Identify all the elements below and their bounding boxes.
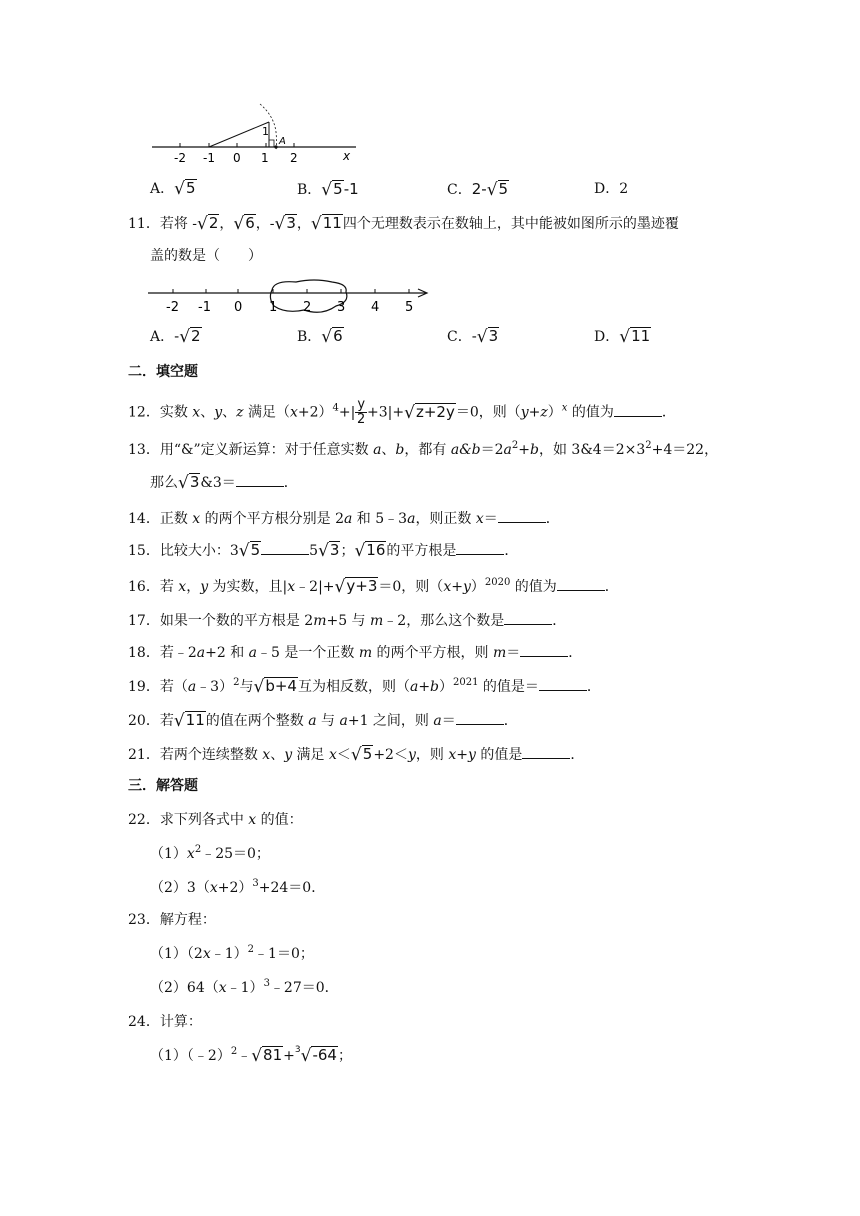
q13-line-2: 那么√3&3＝ ． xyxy=(150,473,298,493)
sqrt-symbol: √11 xyxy=(619,327,651,347)
answer-blank[interactable] xyxy=(504,610,552,625)
q21: 21．若两个连续整数 x、y 满足 x＜√5+2＜y，则 x+y 的值是 ． xyxy=(128,745,585,765)
fig11-tick-neg1: -1 xyxy=(198,300,211,315)
fig11-tick-1: 1 xyxy=(269,300,278,315)
cube-root-symbol: $^3$√-64 xyxy=(294,1045,337,1066)
q11-number-line-figure xyxy=(146,276,436,320)
sqrt-symbol: √16 xyxy=(354,541,386,561)
fig11-tick-neg2: -2 xyxy=(166,300,179,315)
q10-option-b: B．√5-1 xyxy=(297,180,359,200)
section-heading-solve: 三．解答题 xyxy=(128,778,198,794)
q10-number-line-figure xyxy=(148,100,368,170)
q22-part-1: $(1)x^2﹣25=0$； xyxy=(150,844,270,862)
fraction: $\frac{y}{2}$ xyxy=(357,397,366,427)
answer-blank[interactable] xyxy=(498,508,546,523)
q16: 16．若 x，y 为实数，且|x﹣2|+√y+3＝0，则$(x+y)^{2020}$ 的值为 ． xyxy=(128,577,619,597)
fig11-tick-5: 5 xyxy=(405,300,414,315)
sqrt-symbol: √3 xyxy=(476,327,499,347)
q24: 24．计算： xyxy=(128,1014,202,1030)
q22: 22．求下列各式中 x 的值： xyxy=(128,812,303,828)
answer-blank[interactable] xyxy=(557,576,605,591)
answer-blank[interactable] xyxy=(456,710,504,725)
sqrt-symbol: √z+2y xyxy=(404,402,455,423)
q22-part-2: $(2)3(x+2)^3+24=0$． xyxy=(150,878,326,896)
sqrt-symbol: √6 xyxy=(321,327,343,347)
q14: 14．正数 x 的两个平方根分别是 2a 和 5﹣3a，则正数 x＝ ． xyxy=(128,508,560,529)
q11-option-d: D．√11 xyxy=(594,327,651,347)
fig10-tick-neg2: -2 xyxy=(174,151,186,165)
answer-blank[interactable] xyxy=(522,744,570,759)
q12: 12．实数 x、y、z 满足$(x+2)^4+|$ $\frac{y}{2}$ +3|+√z+2y＝0，则$(y+z)^x$ 的值为 ． xyxy=(128,397,676,427)
q11-option-b: B．√6 xyxy=(297,327,343,347)
fig11-tick-3: 3 xyxy=(337,300,346,315)
answer-blank[interactable] xyxy=(614,402,662,417)
q18: 18．若﹣2a+2 和 a﹣5 是一个正数 m 的两个平方根，则 m＝ ． xyxy=(128,642,582,663)
sqrt-symbol: √5 xyxy=(486,180,509,200)
q11-line-1: 11．若将 -√2，√6，-√3，√11四个无理数表示在数轴上，其中能被如图所示的墨迹覆 xyxy=(128,214,679,234)
sqrt-symbol: √b+4 xyxy=(253,677,297,697)
q10-option-c: C．2-√5 xyxy=(447,180,509,200)
q20: 20．若√11的值在两个整数 a 与 a+1 之间，则 a＝ ． xyxy=(128,711,518,731)
q11-option-c: C．-√3 xyxy=(447,327,499,347)
sqrt-symbol: √11 xyxy=(310,214,342,234)
sqrt-symbol: √3 xyxy=(318,541,340,561)
answer-blank[interactable] xyxy=(236,472,284,487)
fig10-mark-A: A xyxy=(279,136,286,147)
sqrt-symbol: √3 xyxy=(178,473,200,493)
q24-part-1: （1）（﹣2）$^2$﹣√81+$^3$√-64； xyxy=(150,1045,352,1066)
fig11-tick-4: 4 xyxy=(371,300,380,315)
answer-blank[interactable] xyxy=(539,676,587,691)
sqrt-symbol: √5 xyxy=(238,541,261,561)
sqrt-symbol: √3 xyxy=(274,214,296,234)
q10-option-d: D．2 xyxy=(594,181,629,197)
q19: 19．若（a﹣3）$^2$与√b+4互为相反数，则$(a+b)^{2021}$ 的值是＝ ． xyxy=(128,677,601,697)
fig10-tick-1: 1 xyxy=(261,151,269,165)
fig10-axis-label: x xyxy=(343,149,351,163)
sqrt-symbol: √2 xyxy=(197,214,219,234)
sqrt-symbol: √5 xyxy=(321,180,343,200)
fig10-tick-2: 2 xyxy=(290,151,298,165)
section-heading-fill-in: 二．填空题 xyxy=(128,364,198,380)
q13-line-1: 13．用“&”定义新运算：对于任意实数 a、b，都有 $a\&b=2a^2+b$，如 $3\&4=2\times 3^2+4=22$， xyxy=(128,440,719,458)
sqrt-symbol: √2 xyxy=(179,327,201,347)
q23-part-2: （2）64（x﹣1）$^3$﹣27＝0． xyxy=(150,978,339,996)
sqrt-symbol: √81 xyxy=(251,1046,283,1066)
q23: 23．解方程： xyxy=(128,912,216,928)
fig11-tick-2: 2 xyxy=(303,300,312,315)
q11-line-2: 盖的数是（ ） xyxy=(150,248,262,264)
answer-blank[interactable] xyxy=(261,540,309,555)
fig10-tick-neg1: -1 xyxy=(203,151,215,165)
q11-option-a: A．-√2 xyxy=(150,327,201,347)
sqrt-symbol: √6 xyxy=(233,214,255,234)
q15: 15．比较大小：3√5 5√3；√16的平方根是 ． xyxy=(128,541,519,561)
sqrt-symbol: √5 xyxy=(350,745,373,765)
answer-blank[interactable] xyxy=(520,642,568,657)
q23-part-1: （1）（2x﹣1）$^2$﹣1＝0； xyxy=(150,944,314,962)
fig10-mark-1: 1 xyxy=(262,125,269,138)
sqrt-symbol: √y+3 xyxy=(334,577,378,597)
q10-option-a: A．√5 xyxy=(150,179,196,199)
q17: 17．如果一个数的平方根是 2m+5 与 m﹣2，那么这个数是 ． xyxy=(128,610,566,631)
fig11-tick-0: 0 xyxy=(234,300,243,315)
fig10-tick-0: 0 xyxy=(233,151,241,165)
sqrt-symbol: √11 xyxy=(173,711,205,731)
sqrt-symbol: √5 xyxy=(174,179,196,199)
answer-blank[interactable] xyxy=(456,540,504,555)
